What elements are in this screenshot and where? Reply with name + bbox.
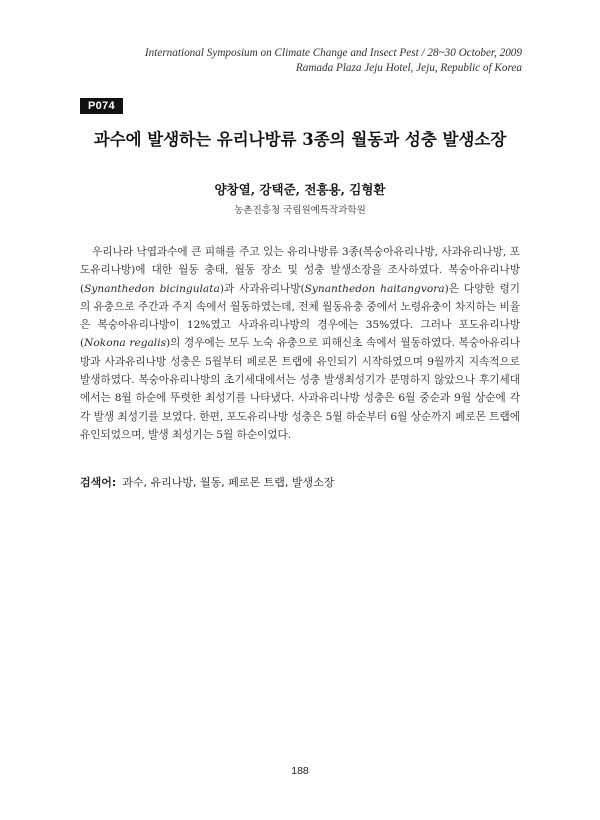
abstract-paragraph [80, 243, 520, 444]
species-name: Synanthedon haitangvora [304, 282, 445, 295]
keywords-text: 과수, 유리나방, 월동, 페로몬 트랩, 발생소장 [122, 476, 335, 489]
abstract-text: )은 다양한 령기의 유충으로 주간과 주지 속에서 월동하였는데, 전체 월동유충 중에서 노령유충이 차지하는 비율은 복숭아유리나방이 12%였고 사과유리나방의 경우에는 35%였다. 그러나 포도유리나방( [80, 282, 520, 350]
affiliation: 농촌진흥청 국립원예특작과학원 [234, 205, 366, 216]
conference-header [145, 46, 522, 76]
author-list: 양창열, 강택준, 전흥용, 김형환 [214, 182, 386, 197]
species-name: Nokona regalis [84, 337, 167, 350]
abstract-body [80, 243, 520, 444]
poster-id-badge: P074 [80, 98, 123, 114]
abstract-text: 우리나라 낙엽과수에 큰 피해를 주고 있는 유리나방류 3종(복숭아유리나방, 사과유리나방, 포도유리나방)에 대한 월동 충태, 월동 장소 및 성충 발생소장을 조사하였다. 복숭아유리나방( [80, 246, 520, 295]
conference-header-line2: Ramada Plaza Jeju Hotel, Jeju, Republic of Korea [295, 62, 522, 74]
keywords-label: 검색어: [80, 476, 117, 489]
species-name: Synanthedon bicingulata [84, 282, 220, 295]
page-number: 188 [291, 765, 309, 777]
abstract-text: )의 경우에는 모두 노숙 유충으로 피해신초 속에서 월동하였다. 복숭아유리나방과 사과유리나방 성충은 5월부터 페로몬 트랩에 유인되기 시작하였으며 9월까지 지속적으로 발생하였다. 복숭아유리나방의 초기세대에서는 성충 발생최성기가 분명하지 않았으나 후기세대에서는 8월 하순에 뚜렷한 최성기를 나타냈다. 사과유리나방 성충은 6월 중순과 9월 상순에 각각 발생 최성기를 보였다. 한편, 포도유리나방 성충은 5월 하순부터 6월 상순까지 페로몬 트랩에 유인되었으며, 발생 최성기는 5월 하순이었다. [80, 337, 520, 441]
keywords [80, 474, 520, 490]
paper-title: 과수에 발생하는 유리나방류 3종의 월동과 성충 발생소장 [93, 130, 507, 149]
abstract-text: )과 사과유리나방( [219, 282, 305, 295]
conference-header-line1: International Symposium on Climate Change and Insect Pest / 28~30 October, 2009 [144, 47, 522, 59]
